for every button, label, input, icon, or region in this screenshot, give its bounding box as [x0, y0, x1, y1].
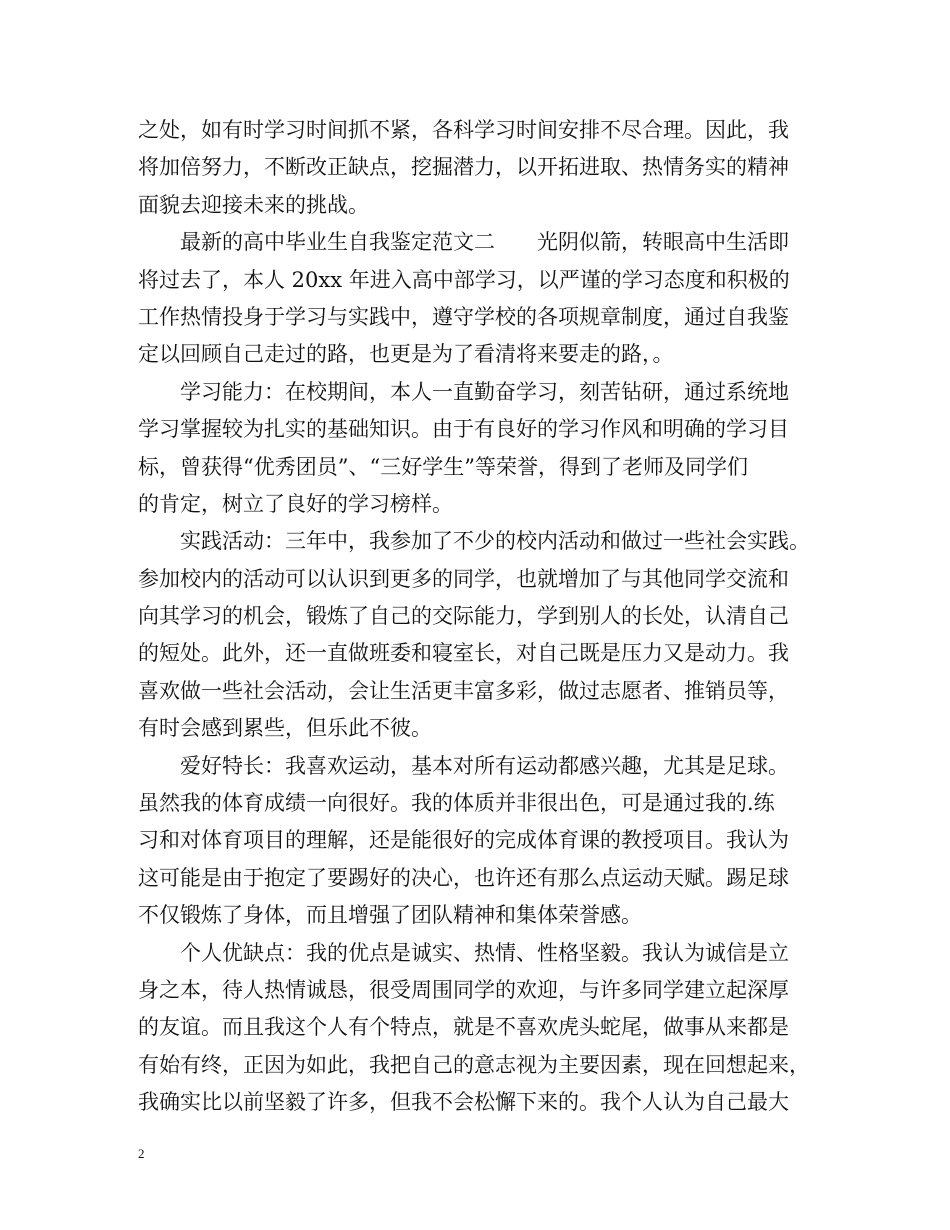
- text-line: 喜欢做一些社会活动，会让生活更丰富多彩，做过志愿者、推销员等，: [138, 678, 789, 703]
- text-line: 个人优缺点：我的优点是诚实、热情、性格坚毅。我认为诚信是立: [138, 940, 789, 965]
- text-line: 面貌去迎接未来的挑战。: [138, 192, 369, 217]
- text-line: 虽然我的体育成绩一向很好。我的体质并非很出色，可是通过我的.练: [138, 791, 775, 816]
- text-line: 的短处。此外，还一直做班委和寝室长，对自己既是压力又是动力。我: [138, 641, 789, 666]
- text-line: 的友谊。而且我这个人有个特点，就是不喜欢虎头蛇尾，做事从来都是: [138, 1015, 789, 1040]
- text-line: 定以回顾自己走过的路，也更是为了看清将来要走的路，。: [138, 342, 674, 367]
- text-line: 学习能力：在校期间，本人一直勤奋学习，刻苦钻研，通过系统地: [138, 379, 789, 404]
- text-line: 向其学习的机会，锻炼了自己的交际能力，学到别人的长处，认清自己: [138, 604, 789, 629]
- text-line: 有始有终，正因为如此，我把自己的意志视为主要因素，现在回想起来，: [138, 1052, 810, 1077]
- text-line: 有时会感到累些，但乐此不彼。: [138, 716, 432, 741]
- text-line: 之处，如有时学习时间抓不紧，各科学习时间安排不尽合理。因此，我: [138, 118, 789, 142]
- text-line: 不仅锻炼了身体，而且增强了团队精神和集体荣誉感。: [138, 903, 642, 928]
- text-line: 学习掌握较为扎实的基础知识。由于有良好的学习作风和明确的学习目: [138, 417, 789, 442]
- text-line: 标，曾获得“优秀团员”、“三好学生”等荣誉，得到了老师及同学们: [138, 454, 748, 479]
- body-text: [138, 112, 818, 1122]
- text-line: 这可能是由于抱定了要踢好的决心，也许还有那么点运动天赋。踢足球: [138, 865, 789, 890]
- text-line: 将加倍努力，不断改正缺点，挖掘潜力，以开拓进取、热情务实的精神: [138, 155, 789, 180]
- text-line: 的肯定，树立了良好的学习榜样。: [138, 491, 453, 516]
- text-line: 身之本，待人热情诚恳，很受周围同学的欢迎，与许多同学建立起深厚: [138, 977, 789, 1002]
- text-line: 实践活动：三年中，我参加了不少的校内活动和做过一些社会实践。: [138, 529, 810, 554]
- page-number: 2: [138, 1146, 145, 1161]
- text-line: 习和对体育项目的理解，还是能很好的完成体育课的教授项目。我认为: [138, 828, 789, 853]
- text-line: 将过去了，本人 20xx 年进入高中部学习，以严谨的学习态度和积极的: [138, 267, 790, 292]
- text-line: 工作热情投身于学习与实践中，遵守学校的各项规章制度，通过自我鉴: [138, 304, 789, 329]
- text-line: 最新的高中毕业生自我鉴定范文二 光阴似箭，转眼高中生活即: [138, 230, 789, 255]
- text-line: 我确实比以前坚毅了许多，但我不会松懈下来的。我个人认为自己最大: [138, 1090, 789, 1115]
- text-line: 参加校内的活动可以认识到更多的同学，也就增加了与其他同学交流和: [138, 566, 789, 591]
- text-line: 爱好特长：我喜欢运动，基本对所有运动都感兴趣，尤其是足球。: [138, 753, 789, 778]
